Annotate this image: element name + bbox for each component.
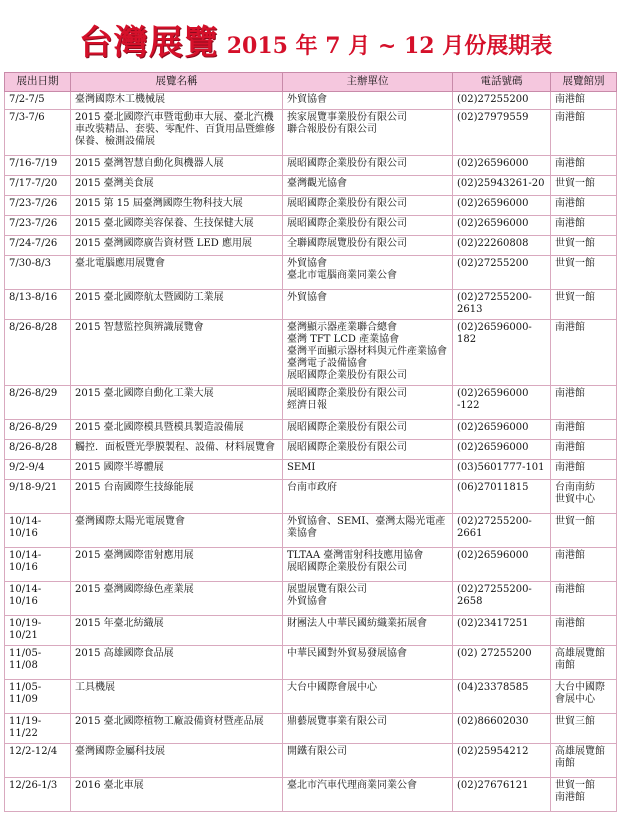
table-row — [5, 216, 617, 236]
cell-organizer-line: TLTAA 臺灣雷射科技應用協會 — [287, 550, 424, 561]
cell-organizer-line: 臺北市汽車代理商業同業公會 — [287, 780, 417, 791]
cell-organizer-line: 經濟日報 — [287, 400, 327, 411]
cell-venue-line: 世貿三館 — [555, 716, 595, 727]
cell-date: 7/3-7/6 — [5, 110, 71, 156]
cell-venue-line: 南港館 — [555, 94, 585, 105]
cell-name: 2015 年臺北紡織展 — [71, 616, 283, 646]
cell-venue-line: 南港館 — [555, 442, 585, 453]
cell-venue-line: 南港館 — [555, 422, 585, 433]
title-subtitle: 2015 年 7 月 ~ 12 月份展期表 — [226, 33, 553, 59]
cell-date: 7/24-7/26 — [5, 236, 71, 256]
cell-venue — [551, 616, 617, 646]
cell-venue — [551, 176, 617, 196]
cell-name: 2015 臺北國際美容保養、生技保健大展 — [71, 216, 283, 236]
cell-venue — [551, 290, 617, 320]
table-row — [5, 110, 617, 156]
cell-name: 臺灣國際木工機械展 — [71, 92, 283, 110]
cell-organizer-line: 外貿協會 — [287, 94, 327, 105]
cell-name: 2015 臺灣國際雷射應用展 — [71, 548, 283, 582]
cell-name: 2015 國際半導體展 — [71, 460, 283, 480]
table-row — [5, 744, 617, 778]
cell-date: 10/14-10/16 — [5, 548, 71, 582]
cell-venue-line: 南港館 — [555, 792, 585, 803]
cell-phone: (02)26596000 — [453, 420, 551, 440]
table-row — [5, 616, 617, 646]
table-row — [5, 582, 617, 616]
cell-organizer-line: 外貿協會、SEMI、臺灣太陽光電產 — [287, 516, 446, 527]
cell-organizer — [283, 548, 453, 582]
cell-date: 8/26-8/28 — [5, 440, 71, 460]
cell-venue — [551, 92, 617, 110]
cell-venue — [551, 320, 617, 386]
cell-organizer-line: 挨家展覽事業股份有限公司 — [287, 112, 407, 123]
cell-date: 8/26-8/29 — [5, 420, 71, 440]
cell-name: 2015 高雄國際食品展 — [71, 646, 283, 680]
cell-organizer — [283, 216, 453, 236]
cell-venue — [551, 548, 617, 582]
cell-organizer-line: 展昭國際企業股份有限公司 — [287, 218, 407, 229]
cell-organizer-line: 外貿協會 — [287, 292, 327, 303]
cell-date: 12/2-12/4 — [5, 744, 71, 778]
cell-organizer — [283, 778, 453, 812]
cell-date: 7/23-7/26 — [5, 216, 71, 236]
title-main: 台灣展覽 — [78, 23, 219, 63]
cell-organizer-line: 聯合報股份有限公司 — [287, 124, 377, 135]
cell-venue-line: 會展中心 — [555, 694, 595, 705]
header-organizer: 主辦單位 — [283, 73, 453, 92]
cell-phone: (02)27676121 — [453, 778, 551, 812]
table-row — [5, 386, 617, 420]
cell-organizer-line: 展盟展覽有限公司 — [287, 584, 367, 595]
page-title — [0, 18, 631, 63]
cell-phone: (04)23378585 — [453, 680, 551, 714]
cell-venue — [551, 714, 617, 744]
cell-name: 2015 智慧監控與辨識展覽會 — [71, 320, 283, 386]
cell-name: 2015 臺灣國際廣告資材暨 LED 應用展 — [71, 236, 283, 256]
cell-venue — [551, 778, 617, 812]
header-date: 展出日期 — [5, 73, 71, 92]
cell-venue — [551, 514, 617, 548]
cell-name: 2015 臺北國際自動化工業大展 — [71, 386, 283, 420]
cell-phone: (02)26596000 — [453, 548, 551, 582]
cell-name: 2015 台南國際生技綠能展 — [71, 480, 283, 514]
cell-name: 臺灣國際金屬科技展 — [71, 744, 283, 778]
cell-organizer — [283, 386, 453, 420]
cell-venue-line: 台南南紡 — [555, 482, 595, 493]
cell-phone: (02)27255200 — [453, 256, 551, 290]
cell-organizer — [283, 256, 453, 290]
cell-name: 觸控．面板暨光學膜製程、設備、材料展覽會 — [71, 440, 283, 460]
cell-venue — [551, 480, 617, 514]
cell-phone: (02)25954212 — [453, 744, 551, 778]
cell-name: 2015 臺北國際航太暨國防工業展 — [71, 290, 283, 320]
cell-venue-line: 世貿一館 — [555, 238, 595, 249]
table-row — [5, 480, 617, 514]
cell-venue-line: 南館 — [555, 758, 575, 769]
cell-phone: (02)86602030 — [453, 714, 551, 744]
cell-venue — [551, 744, 617, 778]
cell-organizer-line: 中華民國對外貿易發展協會 — [287, 648, 407, 659]
cell-date: 10/14-10/16 — [5, 514, 71, 548]
exhibition-schedule-table — [4, 72, 617, 812]
header-phone: 電話號碼 — [453, 73, 551, 92]
cell-venue-line: 南港館 — [555, 218, 585, 229]
cell-name: 2015 臺灣智慧自動化與機器人展 — [71, 156, 283, 176]
cell-venue-line: 南港館 — [555, 550, 585, 561]
cell-venue-line: 世貿一館 — [555, 780, 595, 791]
table-row — [5, 156, 617, 176]
cell-organizer-line: 全聯國際展覽股份有限公司 — [287, 238, 407, 249]
table-row — [5, 176, 617, 196]
cell-organizer-line: 展昭國際企業股份有限公司 — [287, 442, 407, 453]
cell-name: 2015 第 15 屆臺灣國際生物科技大展 — [71, 196, 283, 216]
cell-organizer — [283, 514, 453, 548]
table-row — [5, 778, 617, 812]
cell-venue — [551, 196, 617, 216]
cell-venue — [551, 156, 617, 176]
cell-venue — [551, 386, 617, 420]
table-row — [5, 440, 617, 460]
cell-organizer-line: 展昭國際企業股份有限公司 — [287, 422, 407, 433]
cell-organizer-line: 臺灣顯示器產業聯合總會 — [287, 322, 397, 333]
cell-venue — [551, 420, 617, 440]
cell-phone: (02)27979559 — [453, 110, 551, 156]
cell-name: 2015 臺北國際植物工廠設備資材暨產品展 — [71, 714, 283, 744]
cell-organizer-line: 外貿協會 — [287, 258, 327, 269]
cell-venue — [551, 236, 617, 256]
cell-date: 12/26-1/3 — [5, 778, 71, 812]
cell-name: 臺北電腦應用展覽會 — [71, 256, 283, 290]
cell-organizer-line: 展昭國際企業股份有限公司 — [287, 388, 407, 399]
cell-venue-line: 世貿一館 — [555, 258, 595, 269]
cell-organizer-line: 展昭國際企業股份有限公司 — [287, 198, 407, 209]
cell-phone: (02)26596000 — [453, 156, 551, 176]
cell-date: 8/26-8/28 — [5, 320, 71, 386]
cell-date: 11/05-11/09 — [5, 680, 71, 714]
cell-organizer — [283, 236, 453, 256]
table-row — [5, 320, 617, 386]
cell-organizer-line: 鼎藝展覽事業有限公司 — [287, 716, 387, 727]
cell-venue-line: 南港館 — [555, 618, 585, 629]
cell-phone: (06)27011815 — [453, 480, 551, 514]
cell-venue — [551, 680, 617, 714]
table-row — [5, 196, 617, 216]
cell-organizer — [283, 616, 453, 646]
cell-venue-line: 世貿中心 — [555, 494, 595, 505]
cell-organizer-line: 外貿協會 — [287, 596, 327, 607]
header-venue: 展覽館別 — [551, 73, 617, 92]
cell-organizer-line: 臺灣平面顯示器材料與元件產業協會 — [287, 346, 447, 357]
table-row — [5, 680, 617, 714]
cell-organizer — [283, 290, 453, 320]
table-row — [5, 236, 617, 256]
cell-organizer — [283, 320, 453, 386]
cell-name: 2015 臺北國際模具暨模具製造設備展 — [71, 420, 283, 440]
table-row — [5, 460, 617, 480]
cell-phone: (02)27255200-2658 — [453, 582, 551, 616]
cell-venue — [551, 216, 617, 236]
cell-date: 10/19-10/21 — [5, 616, 71, 646]
cell-organizer — [283, 110, 453, 156]
cell-venue-line: 南港館 — [555, 112, 585, 123]
cell-organizer-line: 台南市政府 — [287, 482, 337, 493]
cell-phone: (02)26596000 — [453, 196, 551, 216]
cell-date: 7/16-7/19 — [5, 156, 71, 176]
cell-organizer-line: 臺灣電子設備協會 — [287, 358, 367, 369]
table-header-row — [5, 73, 617, 92]
cell-organizer — [283, 196, 453, 216]
cell-venue-line: 南館 — [555, 660, 575, 671]
table-row — [5, 256, 617, 290]
cell-venue-line: 世貿一館 — [555, 292, 595, 303]
table-row — [5, 514, 617, 548]
cell-organizer-line: 財團法人中華民國紡織業拓展會 — [287, 618, 427, 629]
schedule-table-wrapper — [4, 72, 616, 812]
cell-venue-line: 南港館 — [555, 158, 585, 169]
header-name: 展覽名稱 — [71, 73, 283, 92]
cell-venue-line: 世貿一館 — [555, 178, 595, 189]
cell-name: 臺灣國際太陽光電展覽會 — [71, 514, 283, 548]
cell-phone: (02)27255200-2661 — [453, 514, 551, 548]
cell-organizer-line: 展昭國際企業股份有限公司 — [287, 562, 407, 573]
cell-name: 工具機展 — [71, 680, 283, 714]
cell-phone: (02)25943261-20 — [453, 176, 551, 196]
cell-organizer — [283, 440, 453, 460]
cell-organizer — [283, 646, 453, 680]
cell-organizer-line: SEMI — [287, 462, 316, 473]
cell-date: 7/30-8/3 — [5, 256, 71, 290]
cell-venue-line: 世貿一館 — [555, 516, 595, 527]
table-row — [5, 714, 617, 744]
cell-venue — [551, 256, 617, 290]
cell-phone: (03)5601777-101 — [453, 460, 551, 480]
cell-venue-line: 南港館 — [555, 322, 585, 333]
cell-organizer — [283, 156, 453, 176]
cell-phone: (02)26596000 — [453, 440, 551, 460]
cell-organizer-line: 臺北市電腦商業同業公會 — [287, 270, 397, 281]
cell-venue — [551, 646, 617, 680]
cell-organizer — [283, 460, 453, 480]
cell-name: 2015 臺灣國際綠色產業展 — [71, 582, 283, 616]
cell-venue-line: 南港館 — [555, 462, 585, 473]
table-row — [5, 290, 617, 320]
table-row — [5, 548, 617, 582]
cell-phone: (02)26596000-182 — [453, 320, 551, 386]
cell-venue — [551, 582, 617, 616]
cell-venue-line: 高雄展覽館 — [555, 648, 605, 659]
cell-name: 2016 臺北車展 — [71, 778, 283, 812]
cell-organizer — [283, 714, 453, 744]
cell-venue-line: 大台中國際 — [555, 682, 605, 693]
table-row — [5, 92, 617, 110]
cell-organizer-line: 展昭國際企業股份有限公司 — [287, 158, 407, 169]
cell-venue-line: 南港館 — [555, 388, 585, 399]
cell-name: 2015 臺灣美食展 — [71, 176, 283, 196]
cell-name: 2015 臺北國際汽車暨電動車大展、臺北汽機車改裝精品、套裝、零配件、百貨用品暨維修保養、檢測設備展 — [71, 110, 283, 156]
cell-organizer — [283, 680, 453, 714]
table-row — [5, 646, 617, 680]
cell-organizer — [283, 480, 453, 514]
cell-venue — [551, 440, 617, 460]
cell-phone: (02)26596000 -122 — [453, 386, 551, 420]
cell-organizer — [283, 582, 453, 616]
cell-organizer — [283, 92, 453, 110]
cell-venue-line: 南港館 — [555, 198, 585, 209]
cell-date: 7/2-7/5 — [5, 92, 71, 110]
cell-organizer-line: 開鐵有限公司 — [287, 746, 347, 757]
cell-date: 8/26-8/29 — [5, 386, 71, 420]
cell-date: 11/19-11/22 — [5, 714, 71, 744]
cell-phone: (02)26596000 — [453, 216, 551, 236]
cell-organizer — [283, 176, 453, 196]
cell-phone: (02)22260808 — [453, 236, 551, 256]
cell-organizer-line: 臺灣 TFT LCD 產業協會 — [287, 334, 400, 345]
cell-venue-line: 南港館 — [555, 584, 585, 595]
cell-date: 7/23-7/26 — [5, 196, 71, 216]
cell-date: 8/13-8/16 — [5, 290, 71, 320]
cell-organizer — [283, 744, 453, 778]
cell-organizer-line: 業協會 — [287, 528, 317, 539]
table-row — [5, 420, 617, 440]
cell-phone: (02)27255200-2613 — [453, 290, 551, 320]
cell-phone: (02) 27255200 — [453, 646, 551, 680]
cell-venue — [551, 110, 617, 156]
cell-date: 11/05-11/08 — [5, 646, 71, 680]
cell-phone: (02)23417251 — [453, 616, 551, 646]
cell-date: 9/18-9/21 — [5, 480, 71, 514]
cell-organizer-line: 展昭國際企業股份有限公司 — [287, 370, 407, 381]
table-body — [5, 92, 617, 812]
cell-phone: (02)27255200 — [453, 92, 551, 110]
cell-venue-line: 高雄展覽館 — [555, 746, 605, 757]
cell-organizer — [283, 420, 453, 440]
cell-date: 9/2-9/4 — [5, 460, 71, 480]
cell-venue — [551, 460, 617, 480]
cell-organizer-line: 臺灣觀光協會 — [287, 178, 347, 189]
cell-date: 10/14-10/16 — [5, 582, 71, 616]
cell-organizer-line: 大台中國際會展中心 — [287, 682, 377, 693]
cell-date: 7/17-7/20 — [5, 176, 71, 196]
